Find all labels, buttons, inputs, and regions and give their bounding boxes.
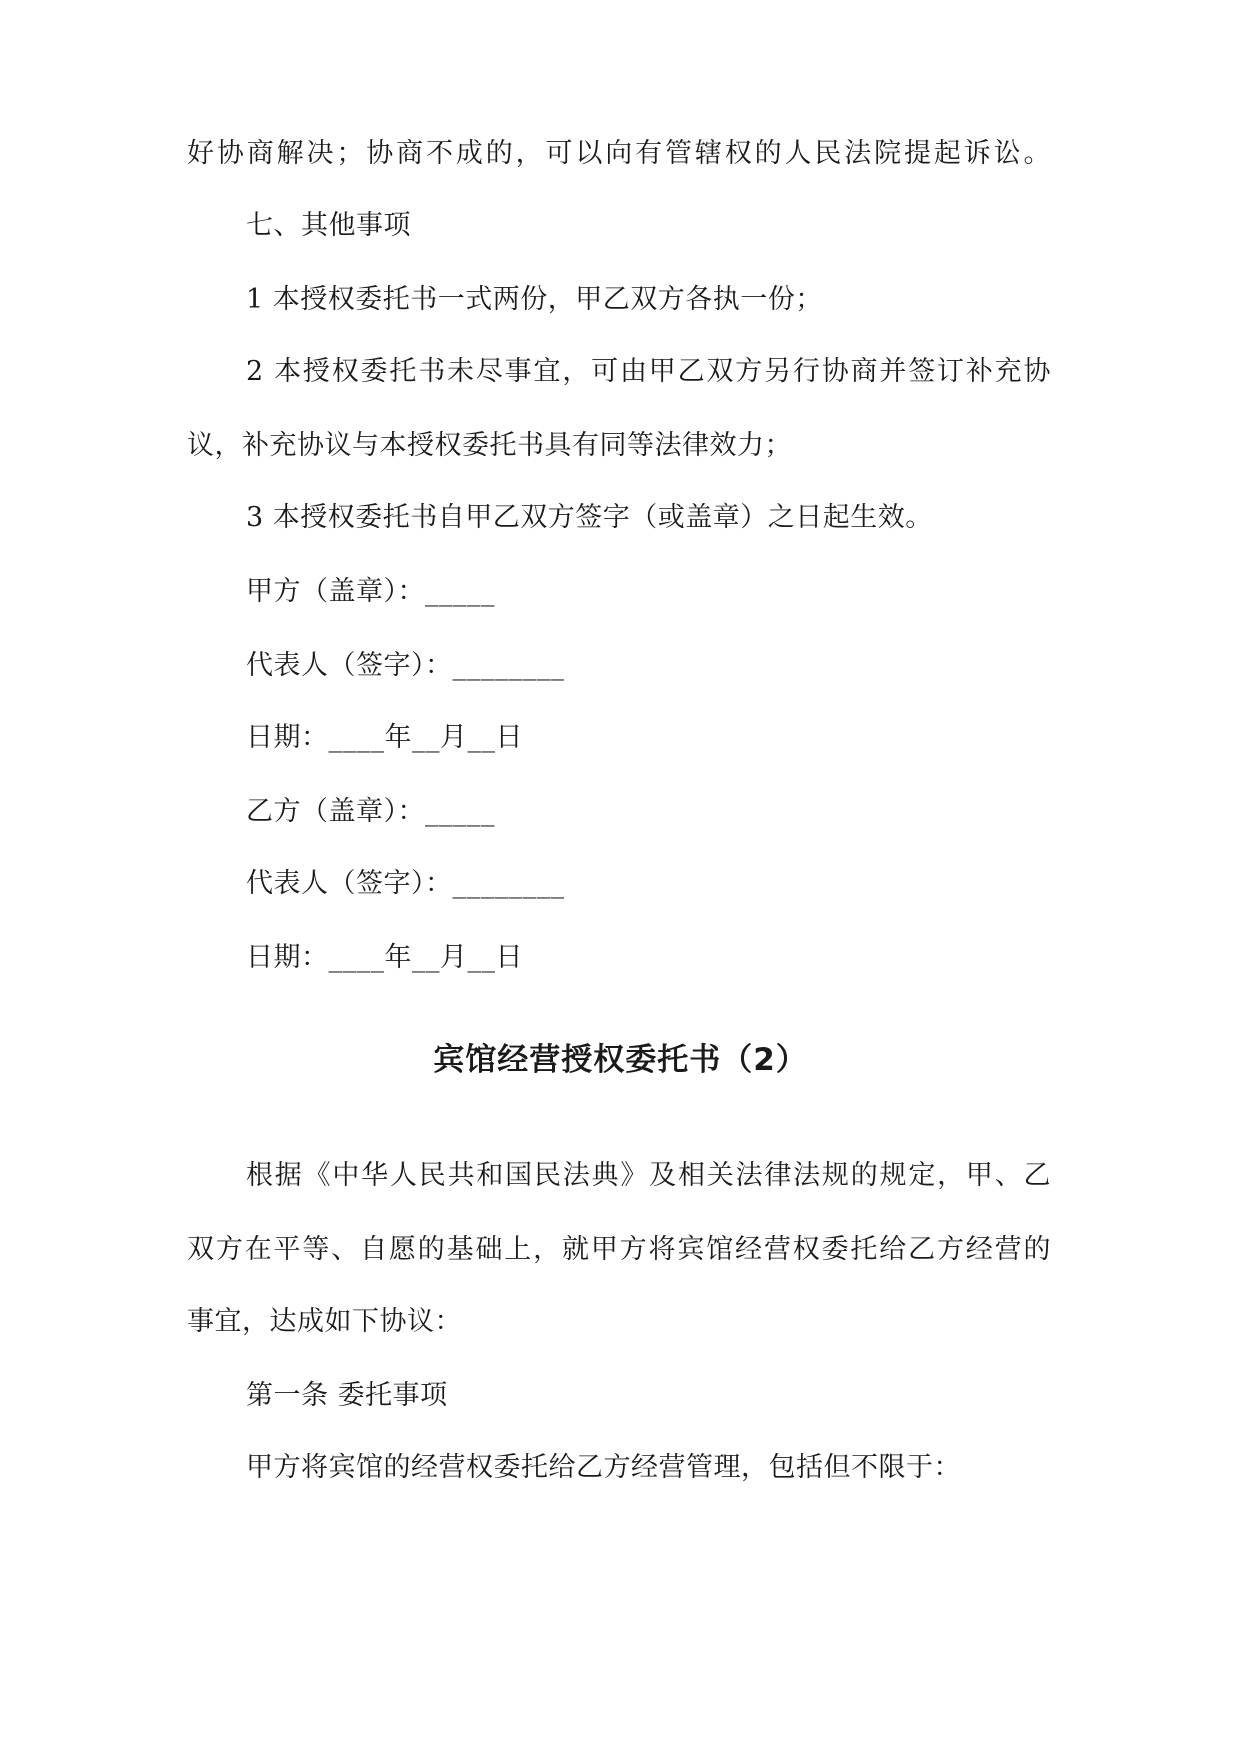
party-a-date-line: 日期：____年__月__日 [246,722,523,753]
article-1-heading: 第一条 委托事项 [246,1380,448,1411]
party-b-representative-line: 代表人（签字）：________ [246,868,565,899]
party-a-representative-line: 代表人（签字）：________ [246,650,565,681]
party-a-seal-line: 甲方（盖章）：_____ [246,576,495,607]
party-b-seal-line: 乙方（盖章）：_____ [246,796,495,827]
intro-paragraph-line-1: 根据《中华人民共和国民法典》及相关法律法规的规定，甲、乙 [246,1160,1051,1191]
continued-paragraph-line: 好协商解决；协商不成的，可以向有管辖权的人民法院提起诉讼。 [187,138,1051,169]
document-title: 宾馆经营授权委托书（2） [433,1042,808,1078]
party-b-date-line: 日期：____年__月__日 [246,942,523,973]
intro-paragraph-line-3: 事宜，达成如下协议： [187,1306,462,1337]
clause-item-2-line-2: 议，补充协议与本授权委托书具有同等法律效力； [187,430,792,461]
clause-item-2-line-1: 2 本授权委托书未尽事宜，可由甲乙双方另行协商并签订补充协 [246,356,1051,387]
article-1-body: 甲方将宾馆的经营权委托给乙方经营管理，包括但不限于： [246,1452,961,1483]
intro-paragraph-line-2: 双方在平等、自愿的基础上，就甲方将宾馆经营权委托给乙方经营的 [187,1234,1051,1265]
clause-item-3: 3 本授权委托书自甲乙双方签字（或盖章）之日起生效。 [246,502,933,533]
section-heading-other-matters: 七、其他事项 [246,210,411,241]
clause-item-1: 1 本授权委托书一式两份，甲乙双方各执一份； [246,284,823,315]
